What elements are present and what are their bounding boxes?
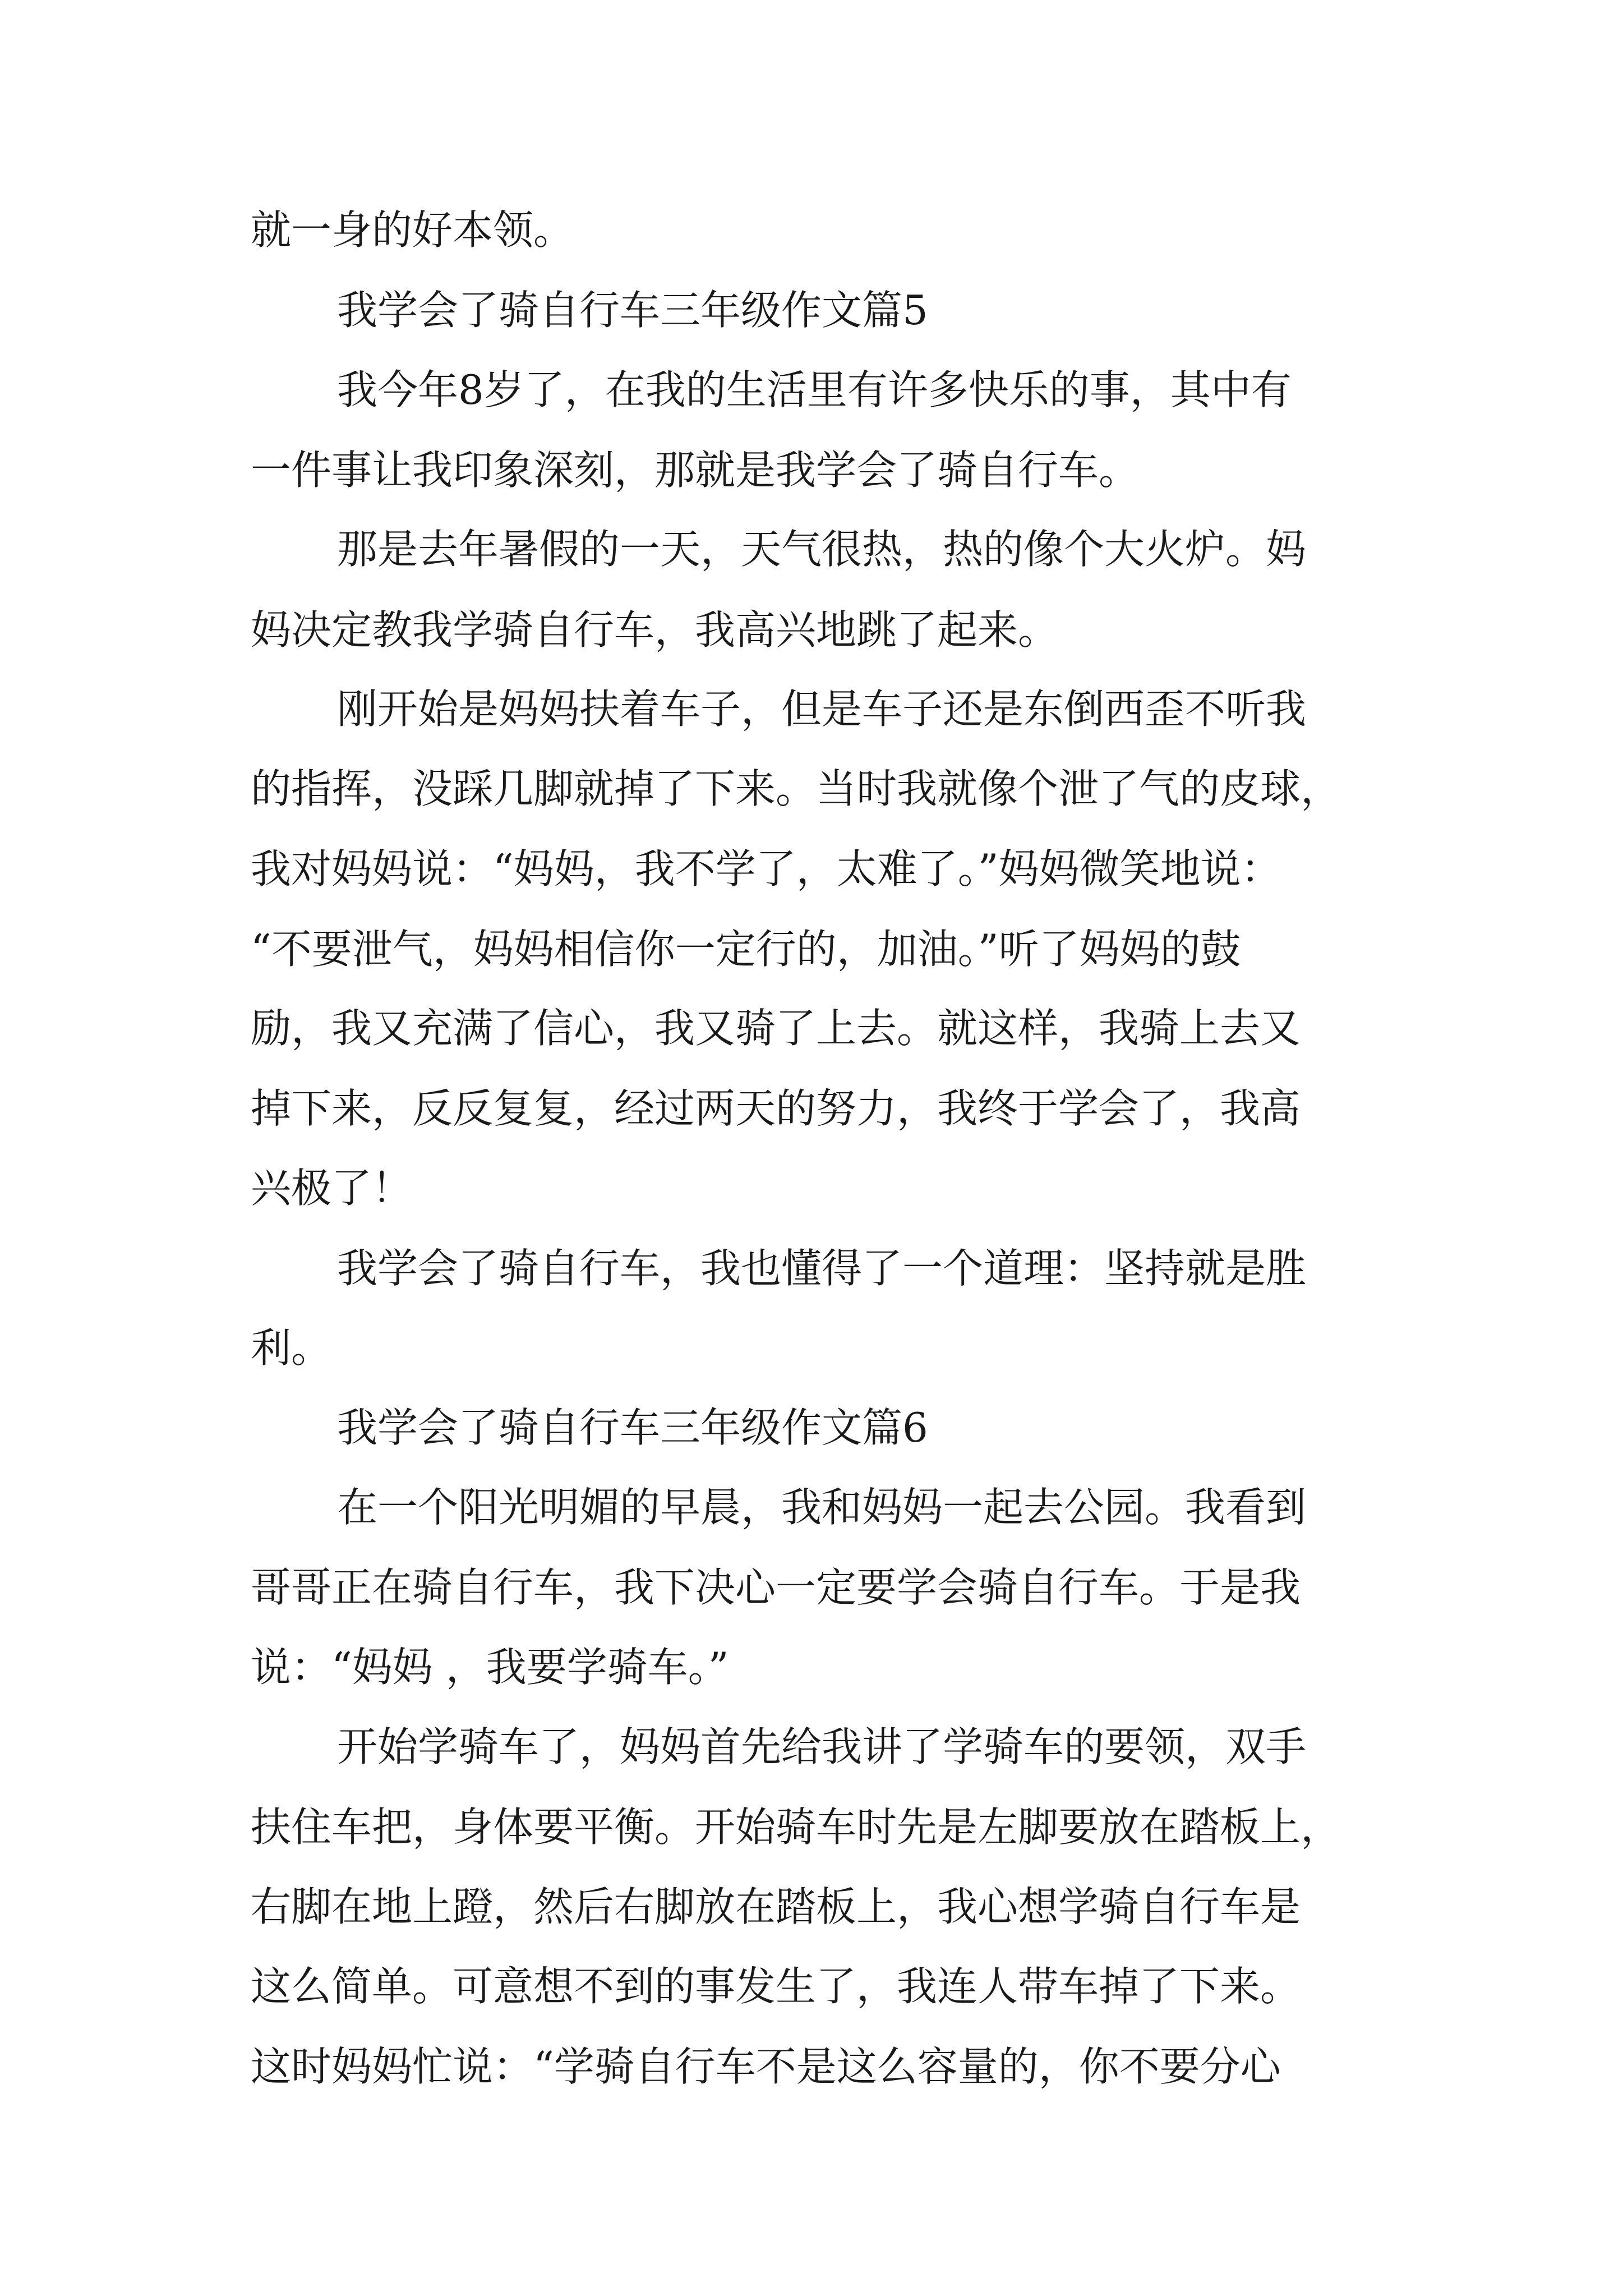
paragraph-first-line: 我今年8岁了，在我的生活里有许多快乐的事，其中有	[337, 366, 1292, 413]
text-line: 励，我又充满了信心，我又骑了上去。就这样，我骑上去又	[251, 1005, 1301, 1052]
text-line: 掉下来，反反复复，经过两天的努力，我终于学会了，我高	[251, 1085, 1301, 1132]
text-line: 哥哥正在骑自行车，我下决心一定要学会骑自行车。于是我	[251, 1564, 1301, 1611]
text-line: 利。	[251, 1324, 332, 1372]
text-line: 扶住车把，身体要平衡。开始骑车时先是左脚要放在踏板上，	[251, 1803, 1341, 1851]
paragraph-first-line: 刚开始是妈妈扶着车子，但是车子还是东倒西歪不听我	[337, 685, 1307, 733]
paragraph-first-line: 我学会了骑自行车，我也懂得了一个道理：坚持就是胜	[337, 1245, 1307, 1292]
text-line: 的指挥，没踩几脚就掉了下来。当时我就像个泄了气的皮球，	[251, 765, 1341, 812]
text-line: “不要泄气，妈妈相信你一定行的，加油。”听了妈妈的鼓	[251, 926, 1241, 973]
paragraph-first-line: 开始学骑车了，妈妈首先给我讲了学骑车的要领，双手	[337, 1723, 1307, 1770]
text-line: 兴极了！	[251, 1165, 413, 1212]
text-line: 这么简单。可意想不到的事发生了，我连人带车掉了下来。	[251, 1963, 1301, 2010]
section-heading: 我学会了骑自行车三年级作文篇5	[337, 287, 928, 334]
paragraph-first-line: 那是去年暑假的一天，天气很热，热的像个大火炉。妈	[337, 526, 1307, 573]
text-line: 这时妈妈忙说：“学骑自行车不是这么容量的，你不要分心	[251, 2043, 1281, 2090]
text-line: 妈决定教我学骑自行车，我高兴地跳了起来。	[251, 606, 1059, 654]
section-heading: 我学会了骑自行车三年级作文篇6	[337, 1404, 928, 1451]
text-line: 右脚在地上蹬，然后右脚放在踏板上，我心想学骑自行车是	[251, 1883, 1301, 1930]
text-line: 就一身的好本领。	[251, 206, 574, 254]
text-line: 一件事让我印象深刻，那就是我学会了骑自行车。	[251, 447, 1140, 494]
paragraph-first-line: 在一个阳光明媚的早晨，我和妈妈一起去公园。我看到	[337, 1484, 1307, 1531]
text-line: 我对妈妈说：“妈妈，我不学了，太难了。”妈妈微笑地说：	[251, 845, 1281, 892]
text-line: 说：“妈妈 ，我要学骑车。”	[251, 1644, 729, 1691]
